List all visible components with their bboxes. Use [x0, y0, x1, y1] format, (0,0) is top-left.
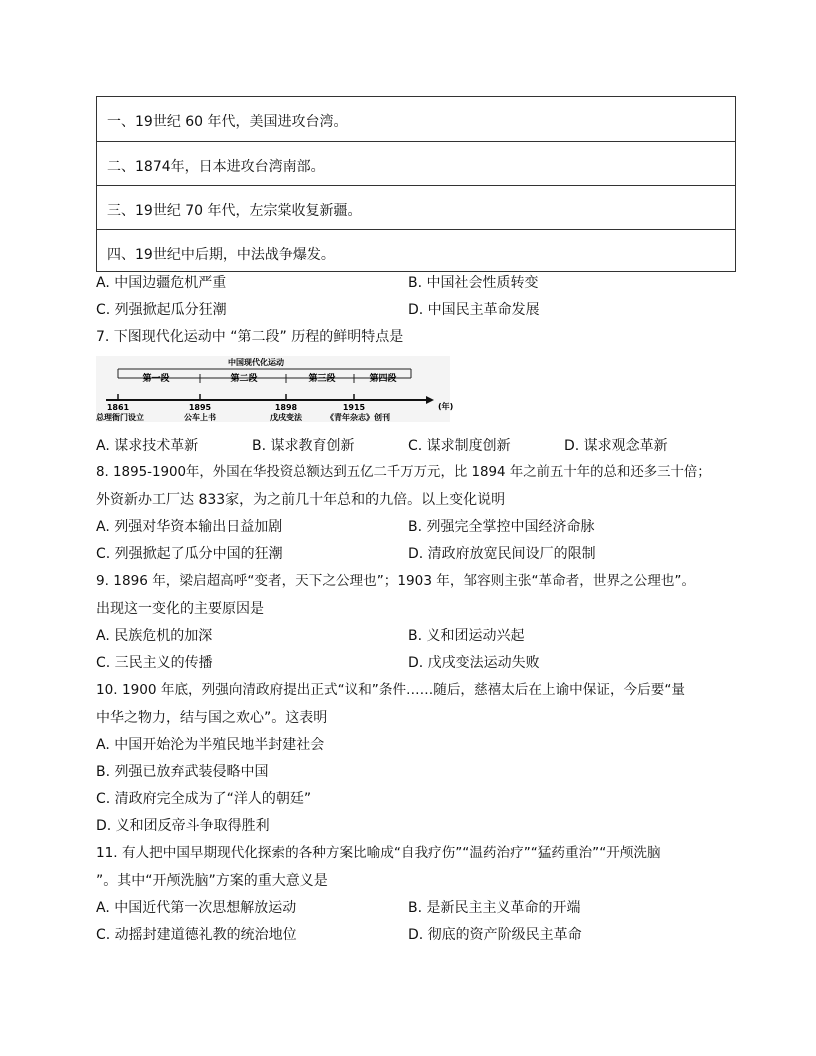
- q8-option-a: A. 列强对华资本输出日益加剧: [96, 519, 283, 535]
- q8-option-b: B. 列强完全掌控中国经济命脉: [408, 519, 595, 535]
- q8-stem-line2: 外资新办工厂达 833家，为之前几十年总和的九倍。以上变化说明: [96, 492, 506, 508]
- q7-option-c: C. 谋求制度创新: [408, 438, 511, 454]
- q8-stem-line1: 8. 1895-1900年，外国在华投资总额达到五亿二千万万元，比 1894 年之前五十年的总和还多三十倍；: [96, 465, 711, 480]
- q9-option-a: A. 民族危机的加深: [96, 628, 213, 644]
- q10-stem-line1: 10. 1900 年底，列强向清政府提出正式“议和”条件……随后，慈禧太后在上谕中保证，今后要“量: [96, 682, 685, 698]
- q11-stem-line2: ”。其中“开颅洗脑”方案的重大意义是: [96, 873, 328, 889]
- timeline-title: 中国现代化运动: [228, 358, 284, 367]
- q8-option-d: D. 清政府放宽民间设厂的限制: [408, 546, 596, 562]
- axis-unit: (年): [438, 402, 454, 411]
- q9-stem-line2: 出现这一变化的主要原因是: [96, 601, 264, 617]
- modernization-timeline-figure: [96, 356, 454, 422]
- q7-option-a: A. 谋求技术革新: [96, 438, 199, 454]
- table-row-text: 一、19世纪 60 年代，美国进攻台湾。: [107, 114, 348, 130]
- q11-option-c: C. 动摇封建道德礼教的统治地位: [96, 927, 297, 943]
- table-row: [97, 97, 735, 141]
- segment-label: 第三段: [308, 374, 336, 384]
- q10-stem-line2: 中华之物力，结与国之欢心”。这表明: [96, 710, 328, 726]
- q8-option-c: C. 列强掀起了瓜分中国的狂潮: [96, 546, 283, 562]
- q7-option-d: D. 谋求观念革新: [564, 438, 668, 454]
- q10-option-a: A. 中国开始沦为半殖民地半封建社会: [96, 737, 325, 753]
- q9-stem-line1: 9. 1896 年，梁启超高呼“变者，天下之公理也”；1903 年，邹容则主张“革命者，世界之公理也”。: [96, 573, 696, 589]
- table-row: [97, 229, 735, 273]
- q7-stem: 7. 下图现代化运动中 “第二段” 历程的鲜明特点是: [96, 329, 404, 345]
- q7-option-b: B. 谋求教育创新: [252, 438, 355, 454]
- table-row-text: 四、19世纪中后期，中法战争爆发。: [107, 247, 335, 263]
- segment-label: 第二段: [230, 374, 258, 384]
- q6-option-a: A. 中国边疆危机严重: [96, 275, 227, 291]
- year-label: 1915: [342, 403, 366, 412]
- segment-label: 第一段: [142, 374, 170, 384]
- table-row-text: 三、19世纪 70 年代，左宗棠收复新疆。: [107, 203, 362, 219]
- event-label: 《青年杂志》创刊: [326, 413, 390, 422]
- q11-option-b: B. 是新民主主义革命的开端: [408, 900, 581, 916]
- q11-option-a: A. 中国近代第一次思想解放运动: [96, 900, 297, 916]
- q11-stem-line1: 11. 有人把中国早期现代化探索的各种方案比喻成“自我疗伤”“温药治疗”“猛药重治”“开颅洗脑: [96, 845, 661, 861]
- table-row: [97, 141, 735, 185]
- q6-option-c: C. 列强掀起瓜分狂潮: [96, 302, 227, 318]
- events-table: [96, 96, 736, 272]
- segment-label: 第四段: [369, 374, 397, 384]
- q10-option-d: D. 义和团反帝斗争取得胜利: [96, 818, 270, 834]
- year-label: 1898: [274, 403, 298, 412]
- q6-option-b: B. 中国社会性质转变: [408, 275, 539, 291]
- table-row: [97, 185, 735, 229]
- year-label: 1861: [106, 403, 130, 412]
- q9-option-b: B. 义和团运动兴起: [408, 628, 525, 644]
- q6-option-d: D. 中国民主革命发展: [408, 302, 540, 318]
- year-label: 1895: [188, 403, 212, 412]
- event-label: 戊戌变法: [270, 413, 302, 422]
- event-label: 公车上书: [184, 413, 216, 422]
- q9-option-c: C. 三民主义的传播: [96, 655, 213, 671]
- table-row-text: 二、1874年，日本进攻台湾南部。: [107, 159, 325, 175]
- q11-option-d: D. 彻底的资产阶级民主革命: [408, 927, 582, 943]
- event-label: 总理衙门设立: [96, 413, 144, 422]
- q10-option-b: B. 列强已放弃武装侵略中国: [96, 764, 269, 780]
- q9-option-d: D. 戊戌变法运动失败: [408, 655, 540, 671]
- q10-option-c: C. 清政府完全成为了“洋人的朝廷”: [96, 791, 312, 807]
